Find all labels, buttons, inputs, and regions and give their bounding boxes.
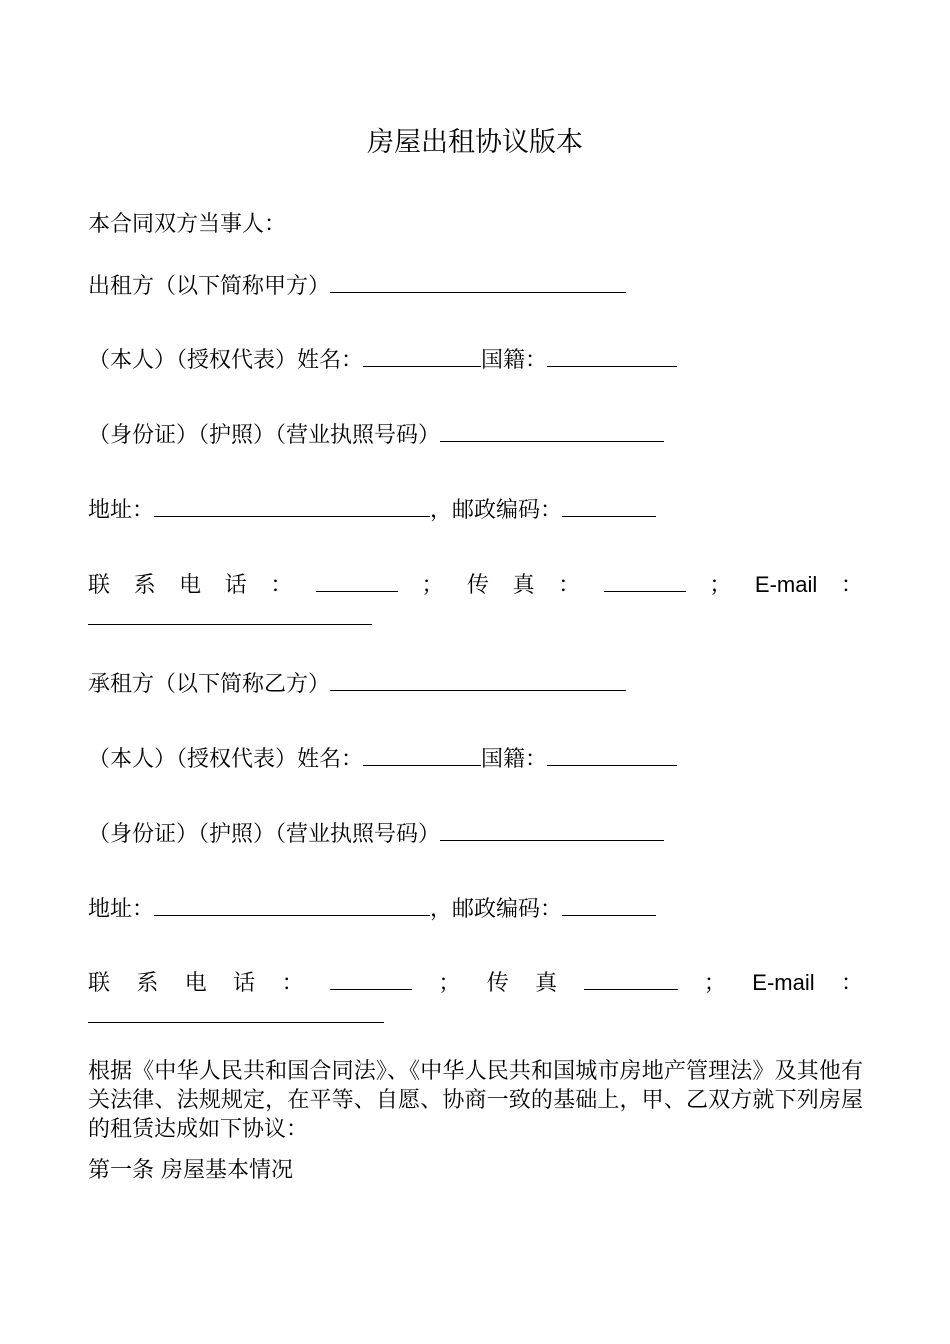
phone-char: 联 <box>88 971 111 996</box>
phone-char: 话 <box>224 573 247 598</box>
party-b-postcode-blank[interactable] <box>562 893 656 916</box>
party-b-address-blank[interactable] <box>154 893 430 916</box>
party-b-name-blank[interactable] <box>330 668 626 691</box>
fax-char: 传 <box>486 971 509 996</box>
party-a-person-name-blank[interactable] <box>363 344 481 367</box>
phone-char: 系 <box>136 971 159 996</box>
separator: ； <box>709 573 732 598</box>
party-a-postcode-blank[interactable] <box>562 494 656 517</box>
party-b-email-line <box>88 1000 384 1032</box>
phone-char: 话 <box>233 971 256 996</box>
phone-char: ： <box>281 971 304 996</box>
party-b-contact-line <box>88 967 863 999</box>
phone-char: 系 <box>133 573 156 598</box>
party-b-name-line <box>88 743 677 775</box>
party-b-name-label: （本人）（授权代表）姓名： <box>88 747 364 772</box>
party-b-nationality-blank[interactable] <box>547 743 677 766</box>
party-a-phone-blank[interactable] <box>316 569 398 592</box>
party-b-id-label: （身份证）（护照）（营业执照号码） <box>88 822 441 847</box>
party-a-id-blank[interactable] <box>440 419 664 442</box>
party-a-fax-blank[interactable] <box>604 569 686 592</box>
fax-char: ： <box>558 573 581 598</box>
separator: ； <box>438 971 461 996</box>
party-a-email-blank[interactable] <box>88 602 372 625</box>
party-b-person-name-blank[interactable] <box>363 743 481 766</box>
party-b-postcode-label: ，邮政编码： <box>430 897 563 922</box>
phone-char: 电 <box>184 971 207 996</box>
party-a-id-line <box>88 419 664 451</box>
party-a-header: 出租方（以下简称甲方） <box>88 274 331 299</box>
separator: ； <box>703 971 726 996</box>
intro-line: 本合同双方当事人： <box>88 212 287 237</box>
party-a-address-line <box>88 494 656 526</box>
fax-char: 传 <box>467 573 490 598</box>
phone-char: ： <box>270 573 293 598</box>
email-colon: ： <box>840 573 863 598</box>
party-a-postcode-label: ，邮政编码： <box>430 498 563 523</box>
party-a-name-label: （本人）（授权代表）姓名： <box>88 348 364 373</box>
fax-char: 真 <box>535 971 558 996</box>
party-a-nationality-label: 国籍： <box>481 348 548 373</box>
party-b-id-line <box>88 818 664 850</box>
party-a-name-blank[interactable] <box>330 270 626 293</box>
party-a-nationality-blank[interactable] <box>547 344 677 367</box>
fax-char: 真 <box>512 573 535 598</box>
email-label: E-mail <box>754 572 818 597</box>
party-a-contact-line <box>88 569 863 601</box>
separator: ； <box>421 573 444 598</box>
party-a-name-line <box>88 344 677 376</box>
phone-char: 联 <box>88 573 111 598</box>
party-b-email-blank[interactable] <box>88 1000 384 1023</box>
party-b-nationality-label: 国籍： <box>481 747 548 772</box>
party-b-id-blank[interactable] <box>440 818 664 841</box>
article-1-heading: 第一条 房屋基本情况 <box>88 1158 293 1183</box>
party-b-header-line <box>88 668 626 700</box>
basis-paragraph: 根据《中华人民共和国合同法》、《中华人民共和国城市房地产管理法》及其他有关法律、法规规定，在平等、自愿、协商一致的基础上，甲、乙双方就下列房屋的租赁达成如下协议： <box>88 1059 863 1142</box>
party-b-address-line <box>88 893 656 925</box>
party-a-email-line <box>88 602 372 634</box>
party-b-address-label: 地址： <box>88 897 155 922</box>
party-a-header-line <box>88 270 626 302</box>
party-a-address-blank[interactable] <box>154 494 430 517</box>
party-b-phone-blank[interactable] <box>330 967 412 990</box>
party-a-address-label: 地址： <box>88 498 155 523</box>
party-b-fax-blank[interactable] <box>584 967 678 990</box>
phone-char: 电 <box>179 573 202 598</box>
email-colon: ： <box>840 971 863 996</box>
party-a-id-label: （身份证）（护照）（营业执照号码） <box>88 423 441 448</box>
party-b-header: 承租方（以下简称乙方） <box>88 672 331 697</box>
document-title: 房屋出租协议版本 <box>367 127 583 158</box>
email-label: E-mail <box>752 970 815 995</box>
